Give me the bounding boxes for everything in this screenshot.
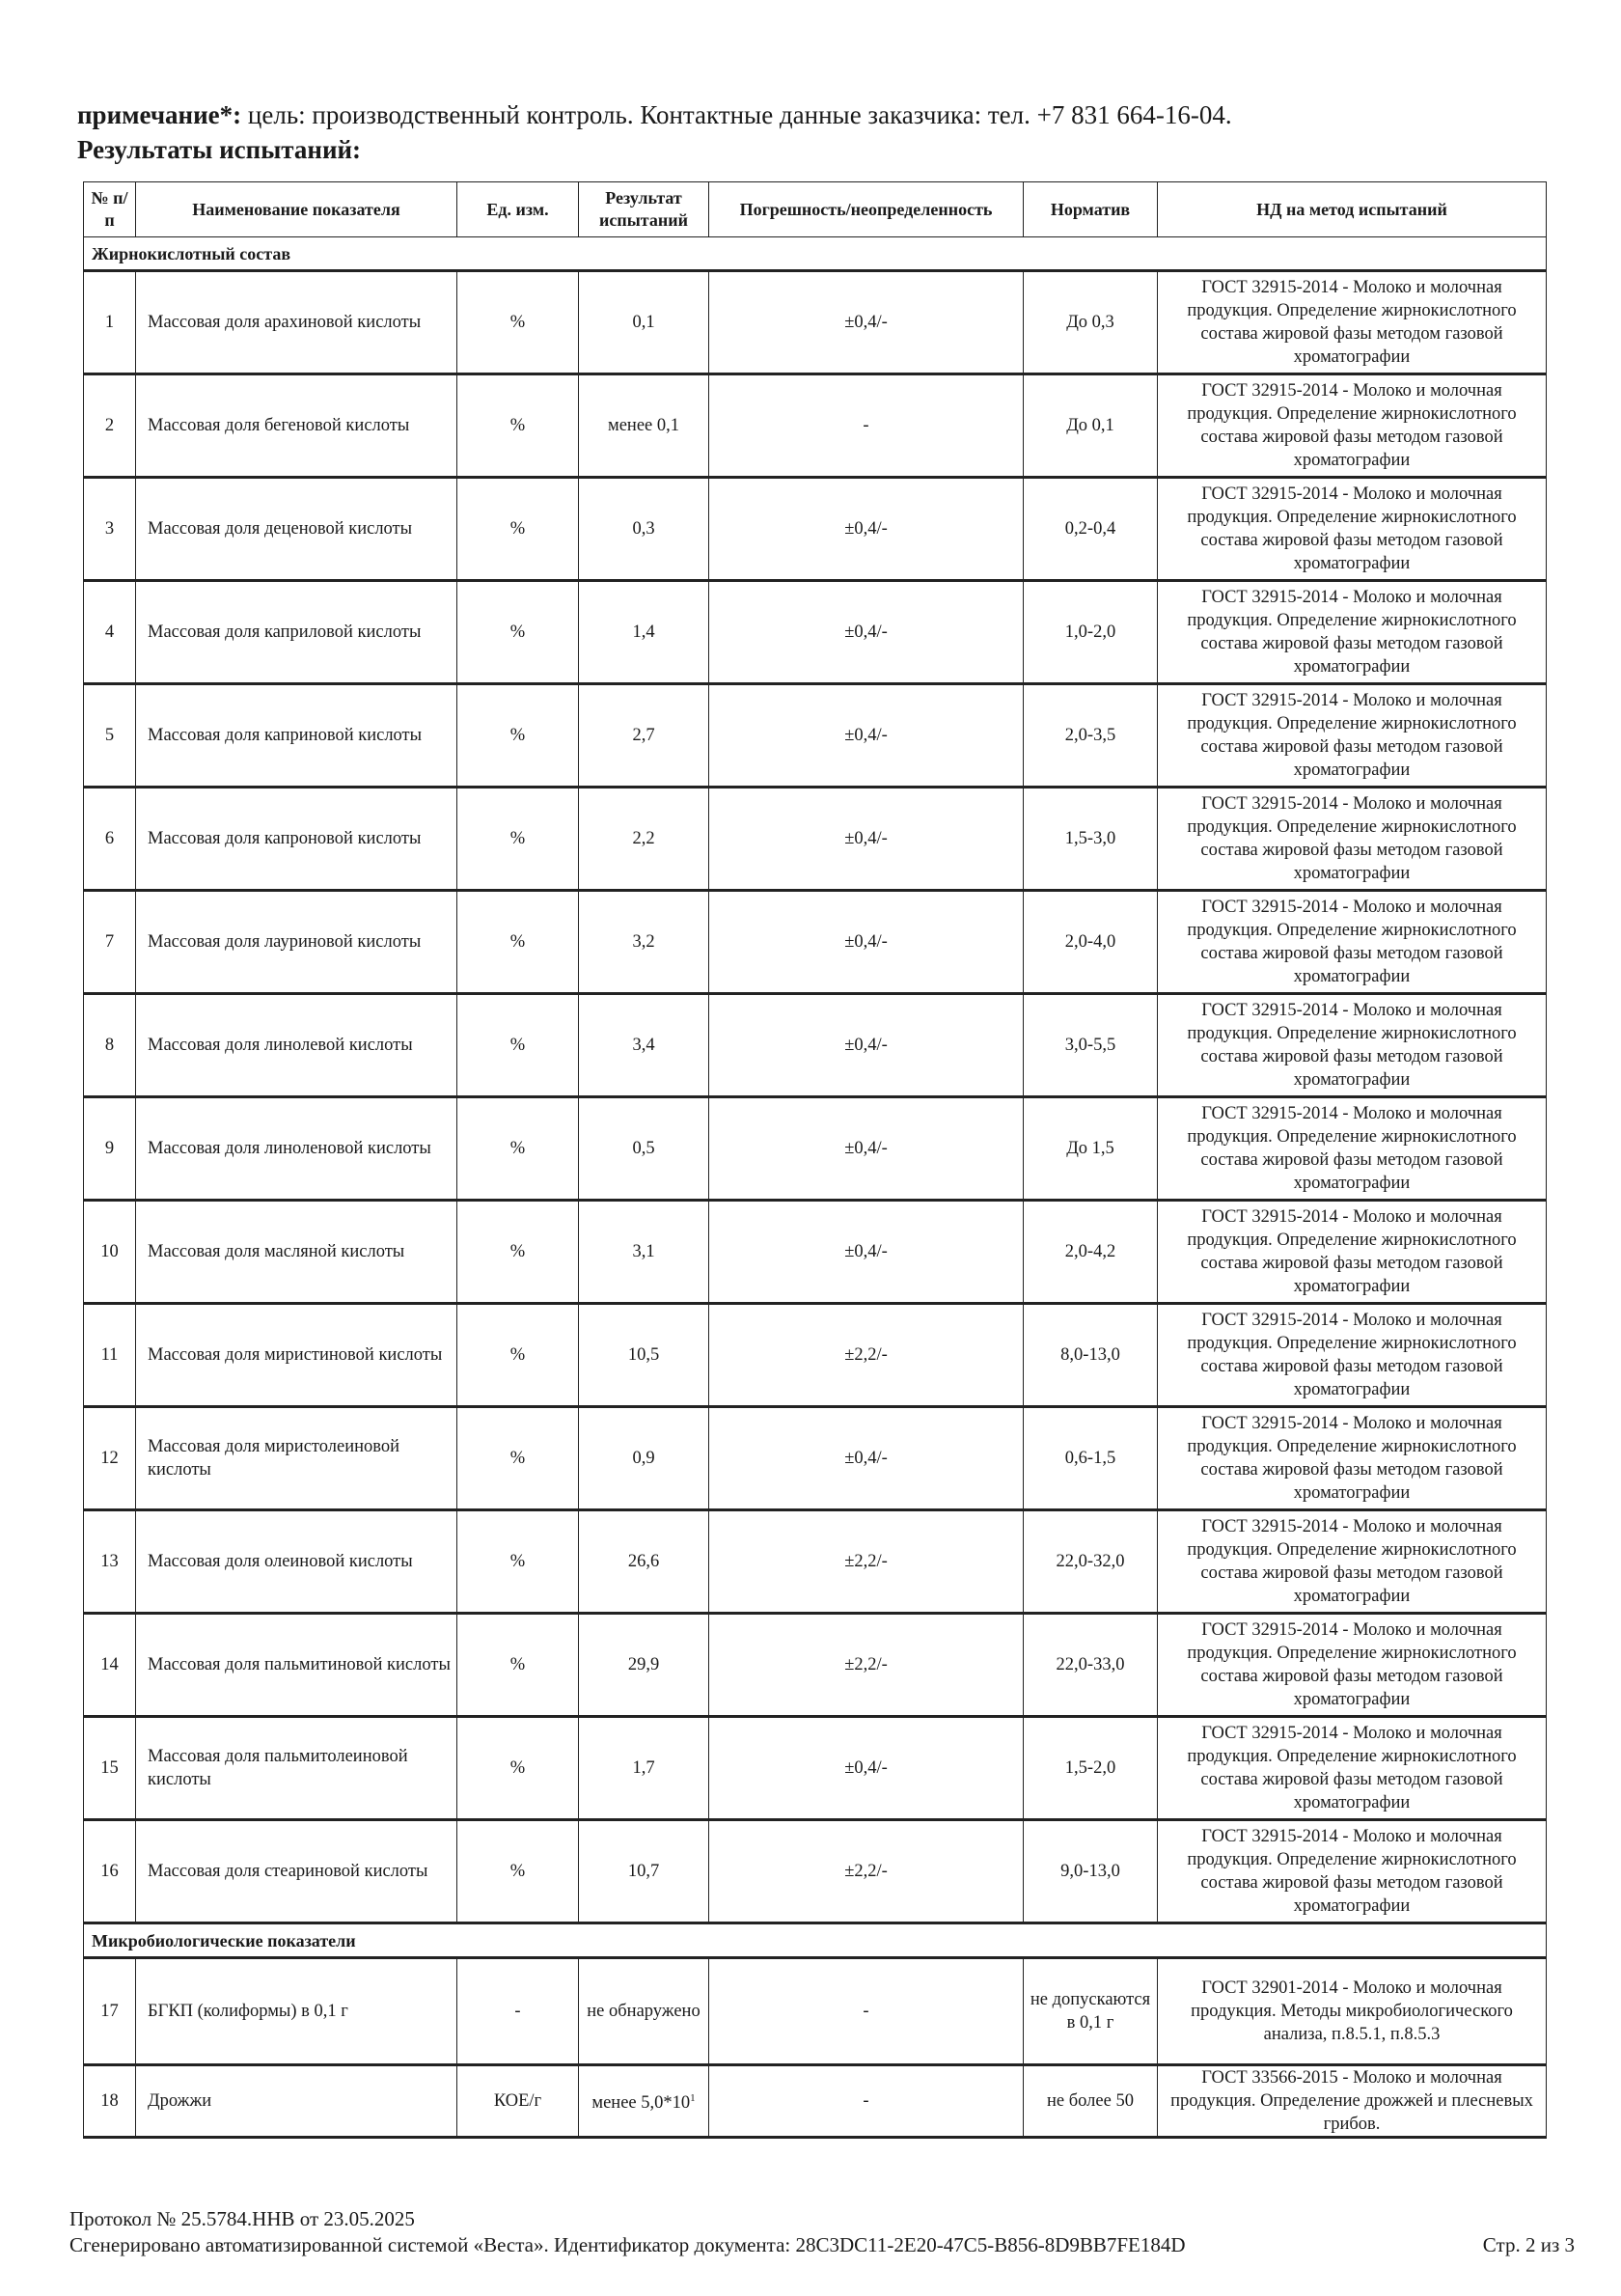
section-header-row (84, 237, 1547, 271)
cell-num: 11 (84, 1304, 136, 1407)
table-row (84, 1201, 1547, 1304)
cell-unit: % (457, 581, 579, 684)
cell-norm: 1,5-2,0 (1024, 1717, 1158, 1820)
cell-method: ГОСТ 32915-2014 - Молоко и молочная продукция. Определение жирнокислотного состава жировой фазы методом газовой хроматографии (1158, 1614, 1547, 1717)
cell-name: Массовая доля линоленовой кислоты (136, 1097, 457, 1201)
cell-result: 3,2 (579, 891, 709, 994)
cell-method: ГОСТ 32915-2014 - Молоко и молочная продукция. Определение жирнокислотного состава жировой фазы методом газовой хроматографии (1158, 374, 1547, 478)
cell-num: 14 (84, 1614, 136, 1717)
cell-num: 6 (84, 788, 136, 891)
cell-uncertainty: ±0,4/- (709, 1201, 1024, 1304)
cell-uncertainty: ±2,2/- (709, 1614, 1024, 1717)
note-label: примечание*: (77, 100, 242, 129)
cell-name: Массовая доля линолевой кислоты (136, 994, 457, 1097)
table-row (84, 1820, 1547, 1923)
cell-uncertainty: ±0,4/- (709, 891, 1024, 994)
table-row (84, 2065, 1547, 2138)
cell-name: Массовая доля миристолеиновой кислоты (136, 1407, 457, 1510)
table-row (84, 684, 1547, 788)
header-method: НД на метод испытаний (1158, 182, 1547, 237)
cell-norm: До 0,3 (1024, 271, 1158, 374)
cell-name: Массовая доля деценовой кислоты (136, 478, 457, 581)
cell-method: ГОСТ 32901-2014 - Молоко и молочная продукция. Методы микробиологического анализа, п.8.5.1, п.8.5.3 (1158, 1958, 1547, 2065)
cell-name: Массовая доля капроновой кислоты (136, 788, 457, 891)
cell-method: ГОСТ 32915-2014 - Молоко и молочная продукция. Определение жирнокислотного состава жировой фазы методом газовой хроматографии (1158, 1407, 1547, 1510)
cell-uncertainty: ±0,4/- (709, 1407, 1024, 1510)
cell-method: ГОСТ 32915-2014 - Молоко и молочная продукция. Определение жирнокислотного состава жировой фазы методом газовой хроматографии (1158, 1304, 1547, 1407)
cell-norm: 1,0-2,0 (1024, 581, 1158, 684)
cell-result: 10,7 (579, 1820, 709, 1923)
cell-norm: 1,5-3,0 (1024, 788, 1158, 891)
cell-uncertainty: ±2,2/- (709, 1820, 1024, 1923)
cell-result: 0,9 (579, 1407, 709, 1510)
cell-method: ГОСТ 33566-2015 - Молоко и молочная продукция. Определение дрожжей и плесневых грибов. (1158, 2065, 1547, 2138)
cell-method: ГОСТ 32915-2014 - Молоко и молочная продукция. Определение жирнокислотного состава жировой фазы методом газовой хроматографии (1158, 1717, 1547, 1820)
cell-norm: До 0,1 (1024, 374, 1158, 478)
table-row (84, 271, 1547, 374)
cell-norm: не более 50 (1024, 2065, 1158, 2138)
cell-num: 7 (84, 891, 136, 994)
cell-name: Массовая доля каприловой кислоты (136, 581, 457, 684)
cell-name: Массовая доля олеиновой кислоты (136, 1510, 457, 1614)
cell-num: 5 (84, 684, 136, 788)
table-row (84, 374, 1547, 478)
cell-norm: 9,0-13,0 (1024, 1820, 1158, 1923)
cell-result: 0,5 (579, 1097, 709, 1201)
footer (69, 2206, 1575, 2258)
cell-method: ГОСТ 32915-2014 - Молоко и молочная продукция. Определение жирнокислотного состава жировой фазы методом газовой хроматографии (1158, 1820, 1547, 1923)
cell-result: менее 0,1 (579, 374, 709, 478)
cell-norm: не допускаются в 0,1 г (1024, 1958, 1158, 2065)
section-title: Микробиологические показатели (84, 1923, 1547, 1958)
cell-result-exponent: 1 (690, 2092, 696, 2105)
cell-result (579, 2065, 709, 2138)
cell-result: 2,2 (579, 788, 709, 891)
cell-unit: % (457, 891, 579, 994)
cell-result: 3,1 (579, 1201, 709, 1304)
cell-uncertainty: ±0,4/- (709, 581, 1024, 684)
cell-result: 0,1 (579, 271, 709, 374)
cell-unit: % (457, 1820, 579, 1923)
note-line (77, 98, 1232, 131)
header-num: № п/п (84, 182, 136, 237)
table-row (84, 1407, 1547, 1510)
cell-name: Массовая доля пальмитиновой кислоты (136, 1614, 457, 1717)
table-row (84, 788, 1547, 891)
results-table (83, 181, 1547, 2139)
cell-num: 10 (84, 1201, 136, 1304)
table-row (84, 1958, 1547, 2065)
cell-norm: 0,2-0,4 (1024, 478, 1158, 581)
cell-num: 9 (84, 1097, 136, 1201)
cell-result: 2,7 (579, 684, 709, 788)
cell-name: Массовая доля каприновой кислоты (136, 684, 457, 788)
cell-norm: 22,0-33,0 (1024, 1614, 1158, 1717)
cell-unit: - (457, 1958, 579, 2065)
cell-uncertainty: ±0,4/- (709, 788, 1024, 891)
cell-num: 8 (84, 994, 136, 1097)
cell-unit: % (457, 478, 579, 581)
cell-norm: 22,0-32,0 (1024, 1510, 1158, 1614)
cell-name: БГКП (колиформы) в 0,1 г (136, 1958, 457, 2065)
cell-unit: % (457, 1407, 579, 1510)
cell-uncertainty: ±2,2/- (709, 1304, 1024, 1407)
cell-unit: % (457, 374, 579, 478)
cell-norm: 8,0-13,0 (1024, 1304, 1158, 1407)
cell-unit: % (457, 684, 579, 788)
header-unit: Ед. изм. (457, 182, 579, 237)
cell-method: ГОСТ 32915-2014 - Молоко и молочная продукция. Определение жирнокислотного состава жировой фазы методом газовой хроматографии (1158, 684, 1547, 788)
header-norm: Норматив (1024, 182, 1158, 237)
cell-method: ГОСТ 32915-2014 - Молоко и молочная продукция. Определение жирнокислотного состава жировой фазы методом газовой хроматографии (1158, 1510, 1547, 1614)
cell-unit: % (457, 1304, 579, 1407)
cell-unit: % (457, 1614, 579, 1717)
cell-result: 26,6 (579, 1510, 709, 1614)
cell-result: 1,7 (579, 1717, 709, 1820)
table-row (84, 994, 1547, 1097)
cell-num: 1 (84, 271, 136, 374)
cell-method: ГОСТ 32915-2014 - Молоко и молочная продукция. Определение жирнокислотного состава жировой фазы методом газовой хроматографии (1158, 581, 1547, 684)
cell-num: 15 (84, 1717, 136, 1820)
cell-unit: % (457, 1097, 579, 1201)
cell-uncertainty: - (709, 374, 1024, 478)
cell-result: не обнаружено (579, 1958, 709, 2065)
cell-name: Массовая доля пальмитолеиновой кислоты (136, 1717, 457, 1820)
cell-uncertainty: ±0,4/- (709, 271, 1024, 374)
header-uncertainty: Погрешность/неопределенность (709, 182, 1024, 237)
cell-unit: % (457, 1510, 579, 1614)
section-title: Жирнокислотный состав (84, 237, 1547, 271)
table-row (84, 891, 1547, 994)
cell-uncertainty: ±0,4/- (709, 994, 1024, 1097)
cell-unit: % (457, 271, 579, 374)
cell-num: 18 (84, 2065, 136, 2138)
cell-unit: % (457, 1201, 579, 1304)
cell-method: ГОСТ 32915-2014 - Молоко и молочная продукция. Определение жирнокислотного состава жировой фазы методом газовой хроматографии (1158, 1201, 1547, 1304)
cell-method: ГОСТ 32915-2014 - Молоко и молочная продукция. Определение жирнокислотного состава жировой фазы методом газовой хроматографии (1158, 1097, 1547, 1201)
cell-unit: % (457, 994, 579, 1097)
cell-method: ГОСТ 32915-2014 - Молоко и молочная продукция. Определение жирнокислотного состава жировой фазы методом газовой хроматографии (1158, 271, 1547, 374)
cell-result: 1,4 (579, 581, 709, 684)
table-row (84, 1304, 1547, 1407)
footer-page-number: Стр. 2 из 3 (1482, 2233, 1575, 2256)
cell-num: 3 (84, 478, 136, 581)
table-header-row (84, 182, 1547, 237)
cell-uncertainty: - (709, 1958, 1024, 2065)
cell-uncertainty: ±0,4/- (709, 478, 1024, 581)
cell-name: Массовая доля стеариновой кислоты (136, 1820, 457, 1923)
cell-method: ГОСТ 32915-2014 - Молоко и молочная продукция. Определение жирнокислотного состава жировой фазы методом газовой хроматографии (1158, 478, 1547, 581)
cell-method: ГОСТ 32915-2014 - Молоко и молочная продукция. Определение жирнокислотного состава жировой фазы методом газовой хроматографии (1158, 788, 1547, 891)
cell-num: 12 (84, 1407, 136, 1510)
table-row (84, 581, 1547, 684)
cell-unit: КОЕ/г (457, 2065, 579, 2138)
cell-name: Массовая доля лауриновой кислоты (136, 891, 457, 994)
cell-norm: 2,0-4,2 (1024, 1201, 1158, 1304)
note-text: цель: производственный контроль. Контактные данные заказчика: тел. +7 831 664-16-04. (241, 100, 1232, 129)
cell-uncertainty: ±0,4/- (709, 1097, 1024, 1201)
cell-name: Массовая доля арахиновой кислоты (136, 271, 457, 374)
cell-unit: % (457, 1717, 579, 1820)
cell-uncertainty: ±0,4/- (709, 684, 1024, 788)
cell-num: 16 (84, 1820, 136, 1923)
cell-norm: 3,0-5,5 (1024, 994, 1158, 1097)
footer-protocol: Протокол № 25.5784.ННВ от 23.05.2025 (69, 2207, 415, 2230)
cell-uncertainty: - (709, 2065, 1024, 2138)
table-row (84, 1097, 1547, 1201)
cell-result: 3,4 (579, 994, 709, 1097)
cell-uncertainty: ±2,2/- (709, 1510, 1024, 1614)
table-row (84, 1717, 1547, 1820)
cell-num: 17 (84, 1958, 136, 2065)
results-title: Результаты испытаний: (77, 135, 362, 164)
cell-name: Массовая доля миристиновой кислоты (136, 1304, 457, 1407)
cell-norm: 0,6-1,5 (1024, 1407, 1158, 1510)
cell-unit: % (457, 788, 579, 891)
cell-norm: 2,0-4,0 (1024, 891, 1158, 994)
cell-uncertainty: ±0,4/- (709, 1717, 1024, 1820)
cell-name: Массовая доля бегеновой кислоты (136, 374, 457, 478)
cell-num: 13 (84, 1510, 136, 1614)
header-name: Наименование показателя (136, 182, 457, 237)
cell-method: ГОСТ 32915-2014 - Молоко и молочная продукция. Определение жирнокислотного состава жировой фазы методом газовой хроматографии (1158, 994, 1547, 1097)
cell-num: 2 (84, 374, 136, 478)
cell-num: 4 (84, 581, 136, 684)
table-row (84, 478, 1547, 581)
cell-method: ГОСТ 32915-2014 - Молоко и молочная продукция. Определение жирнокислотного состава жировой фазы методом газовой хроматографии (1158, 891, 1547, 994)
cell-name: Дрожжи (136, 2065, 457, 2138)
cell-name: Массовая доля масляной кислоты (136, 1201, 457, 1304)
cell-result-text: менее 5,0*10 (591, 2093, 691, 2114)
section-header-row (84, 1923, 1547, 1958)
cell-norm: До 1,5 (1024, 1097, 1158, 1201)
cell-result: 0,3 (579, 478, 709, 581)
table-row (84, 1614, 1547, 1717)
cell-result: 10,5 (579, 1304, 709, 1407)
cell-result: 29,9 (579, 1614, 709, 1717)
footer-generated: Сгенерировано автоматизированной системой «Веста». Идентификатор документа: 28C3DC11-2E20-47C5-B856-8D9BB7FE184D (69, 2233, 1186, 2256)
table-body (84, 237, 1547, 2138)
cell-norm: 2,0-3,5 (1024, 684, 1158, 788)
table-row (84, 1510, 1547, 1614)
header-result: Результат испытаний (579, 182, 709, 237)
